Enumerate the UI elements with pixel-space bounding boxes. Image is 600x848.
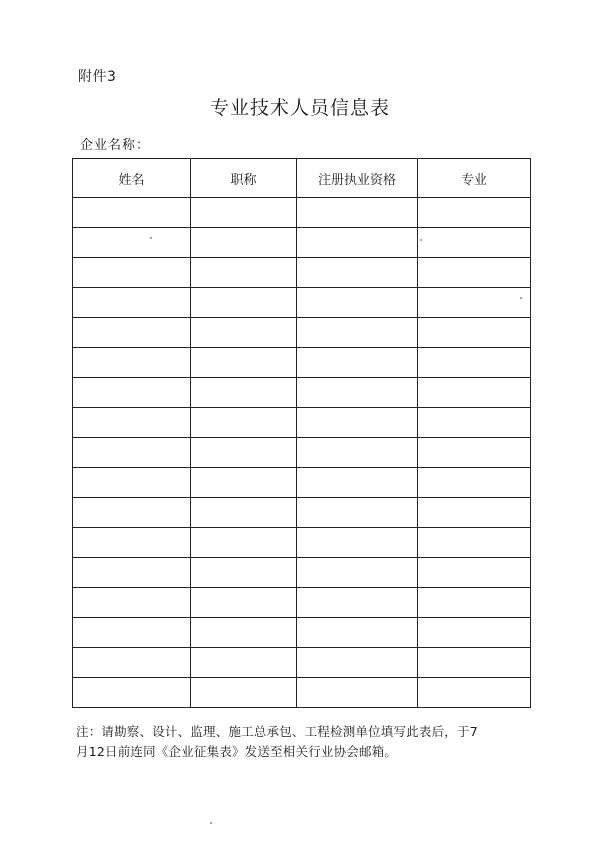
- document-title: 专业技术人员信息表: [209, 97, 390, 119]
- scan-speck: [420, 239, 422, 241]
- table-cell-major[interactable]: [418, 468, 531, 498]
- table-cell-major[interactable]: [418, 198, 531, 228]
- table-cell-registered-qualification[interactable]: [297, 498, 418, 528]
- table-cell-registered-qualification[interactable]: [297, 558, 418, 588]
- table-cell-title[interactable]: [191, 228, 297, 258]
- table-cell-name[interactable]: [73, 258, 191, 288]
- table-cell-title[interactable]: [191, 558, 297, 588]
- footnote: [76, 722, 536, 762]
- table-cell-major[interactable]: [418, 498, 531, 528]
- table-row: [73, 228, 531, 258]
- table-cell-name[interactable]: [73, 318, 191, 348]
- table-cell-registered-qualification[interactable]: [297, 228, 418, 258]
- table-cell-title[interactable]: [191, 438, 297, 468]
- table-row: [73, 498, 531, 528]
- table-cell-name[interactable]: [73, 408, 191, 438]
- table-cell-title[interactable]: [191, 588, 297, 618]
- table-cell-name[interactable]: [73, 498, 191, 528]
- table-cell-major[interactable]: [418, 258, 531, 288]
- table-row: [73, 258, 531, 288]
- scan-speck: [150, 237, 152, 239]
- header-name: 姓名: [73, 159, 191, 198]
- table-cell-name[interactable]: [73, 438, 191, 468]
- header-title: 职称: [191, 159, 297, 198]
- table-row: [73, 618, 531, 648]
- company-name-label: 企业名称：: [80, 138, 151, 153]
- header-registered-qualification: 注册执业资格: [297, 159, 418, 198]
- table-cell-registered-qualification[interactable]: [297, 348, 418, 378]
- table-cell-name[interactable]: [73, 228, 191, 258]
- staff-info-table: [72, 158, 531, 708]
- table-row: [73, 348, 531, 378]
- table-cell-registered-qualification[interactable]: [297, 408, 418, 438]
- table-cell-title[interactable]: [191, 288, 297, 318]
- table-row: [73, 378, 531, 408]
- scan-speck: [210, 822, 212, 824]
- table-cell-title[interactable]: [191, 498, 297, 528]
- table-row: [73, 288, 531, 318]
- table-cell-major[interactable]: [418, 678, 531, 708]
- table-cell-major[interactable]: [418, 438, 531, 468]
- table-cell-registered-qualification[interactable]: [297, 528, 418, 558]
- table-cell-registered-qualification[interactable]: [297, 258, 418, 288]
- table-cell-major[interactable]: [418, 348, 531, 378]
- table-header-row: [73, 159, 531, 198]
- table-cell-registered-qualification[interactable]: [297, 378, 418, 408]
- table-cell-registered-qualification[interactable]: [297, 288, 418, 318]
- table-cell-major[interactable]: [418, 378, 531, 408]
- table-cell-title[interactable]: [191, 408, 297, 438]
- table-cell-title[interactable]: [191, 378, 297, 408]
- table-row: [73, 438, 531, 468]
- table-row: [73, 558, 531, 588]
- table-cell-registered-qualification[interactable]: [297, 588, 418, 618]
- footnote-line-1: 注：请勘察、设计、监理、施工总承包、工程检测单位填写此表后，于7: [76, 724, 478, 739]
- table-row: [73, 648, 531, 678]
- scan-speck: [520, 297, 522, 299]
- table-cell-name[interactable]: [73, 468, 191, 498]
- table-cell-name[interactable]: [73, 618, 191, 648]
- table-cell-title[interactable]: [191, 648, 297, 678]
- table-cell-registered-qualification[interactable]: [297, 648, 418, 678]
- table-cell-title[interactable]: [191, 198, 297, 228]
- table-row: [73, 678, 531, 708]
- table-cell-major[interactable]: [418, 558, 531, 588]
- table-cell-major[interactable]: [418, 588, 531, 618]
- table-cell-registered-qualification[interactable]: [297, 438, 418, 468]
- table-cell-major[interactable]: [418, 648, 531, 678]
- header-major: 专业: [418, 159, 531, 198]
- table-cell-name[interactable]: [73, 648, 191, 678]
- table-row: [73, 198, 531, 228]
- table-cell-major[interactable]: [418, 318, 531, 348]
- table-row: [73, 408, 531, 438]
- table-cell-title[interactable]: [191, 618, 297, 648]
- attachment-label: 附件3: [78, 69, 117, 85]
- table-cell-registered-qualification[interactable]: [297, 618, 418, 648]
- table-cell-title[interactable]: [191, 528, 297, 558]
- table-row: [73, 468, 531, 498]
- table-cell-major[interactable]: [418, 288, 531, 318]
- table-cell-major[interactable]: [418, 528, 531, 558]
- table-cell-registered-qualification[interactable]: [297, 198, 418, 228]
- table-cell-registered-qualification[interactable]: [297, 678, 418, 708]
- footnote-line-2: 月12日前连同《企业征集表》发送至相关行业协会邮箱。: [76, 744, 398, 759]
- table-row: [73, 588, 531, 618]
- table-cell-name[interactable]: [73, 348, 191, 378]
- table-cell-title[interactable]: [191, 348, 297, 378]
- table-row: [73, 528, 531, 558]
- table-cell-name[interactable]: [73, 588, 191, 618]
- table-cell-major[interactable]: [418, 618, 531, 648]
- table-cell-major[interactable]: [418, 228, 531, 258]
- table-row: [73, 318, 531, 348]
- table-cell-major[interactable]: [418, 408, 531, 438]
- table-cell-registered-qualification[interactable]: [297, 318, 418, 348]
- table-cell-title[interactable]: [191, 678, 297, 708]
- table-cell-registered-qualification[interactable]: [297, 468, 418, 498]
- table-cell-name[interactable]: [73, 288, 191, 318]
- table-body: [73, 198, 531, 708]
- table-cell-title[interactable]: [191, 318, 297, 348]
- table-cell-title[interactable]: [191, 258, 297, 288]
- table-cell-name[interactable]: [73, 678, 191, 708]
- table-cell-title[interactable]: [191, 468, 297, 498]
- table-cell-name[interactable]: [73, 378, 191, 408]
- table-cell-name[interactable]: [73, 198, 191, 228]
- table-cell-name[interactable]: [73, 558, 191, 588]
- table-cell-name[interactable]: [73, 528, 191, 558]
